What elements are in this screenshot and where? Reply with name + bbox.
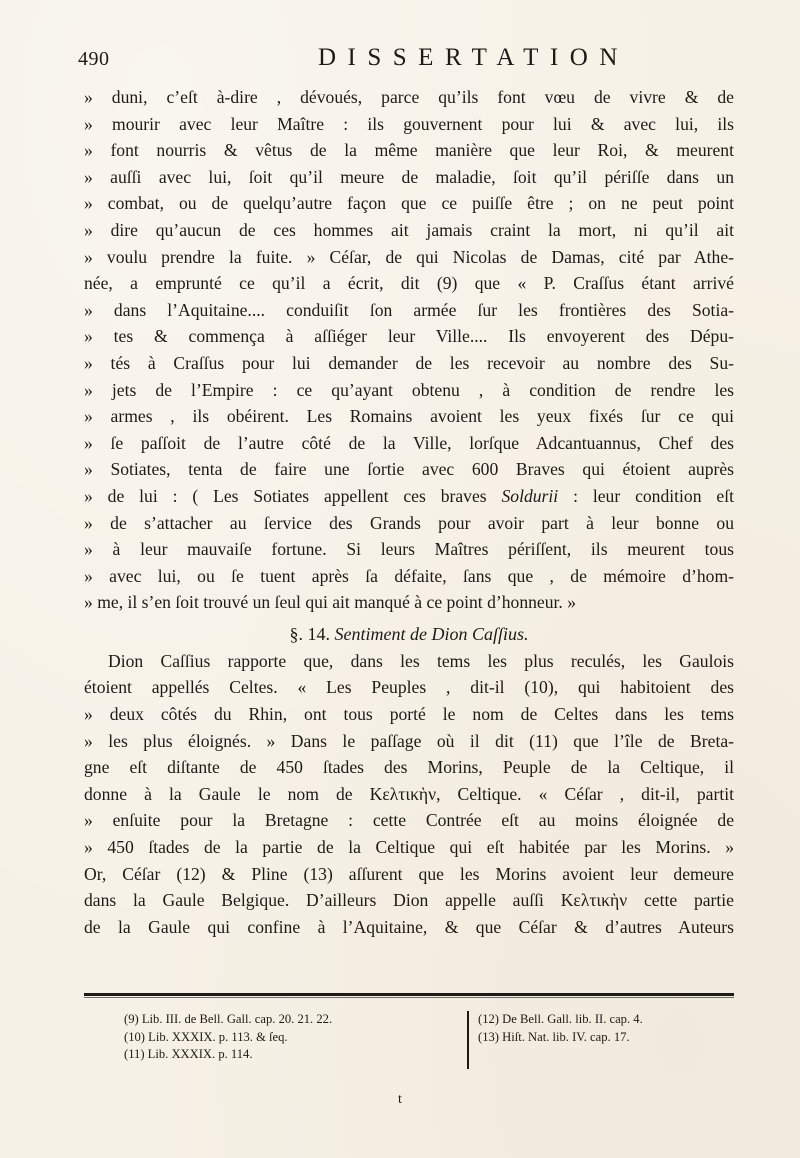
footnotes-left [124,1011,454,1064]
text-line: » tés à Craſſus pour lui demander de les recevoir au nombre des Su- [84,352,734,373]
text-line: Dion Caſſius rapporte que, dans les tems les plus reculés, les Gaulois [108,650,734,671]
signature-mark: t [398,1092,402,1107]
footnote: (13) Hiſt. Nat. lib. IV. cap. 17. [478,1029,630,1044]
text-line: » duni, c’eſt à-dire , dévoués, parce qu’ils font vœu de vivre & de [84,87,734,107]
footnote-rule [84,993,734,996]
footnote: (12) De Bell. Gall. lib. II. cap. 4. [478,1012,643,1026]
paragraph-dion [84,648,734,941]
text-line: étoient appellés Celtes. « Les Peuples , dit-il (10), qui habitoient des [84,677,734,698]
footnote: (11) Lib. XXXIX. p. 114. [124,1047,253,1061]
text-line: » Sotiates, tenta de faire une ſortie avec 600 Braves qui étoient auprès [84,459,734,480]
text-line: gne eſt diſtante de 450 ſtades des Morins, Peuple de la Celtique, il [84,757,734,778]
text-line: » de lui : ( Les Sotiates appellent ces braves Soldurii : leur condition eſt [84,485,734,506]
paragraph-quote [84,84,734,616]
text-line: » les plus éloignés. » Dans le paſſage où il dit (11) que l’île de Breta- [84,730,734,751]
text-line: » armes , ils obéirent. Les Romains avoient les yeux fixés ſur ce qui [84,406,734,427]
text-line: née, a emprunté ce qu’il a écrit, dit (9) que « P. Craſſus étant arrivé [84,273,734,294]
text-line: » mourir avec leur Maître : ils gouvernent pour lui & avec lui, ils [84,113,734,134]
text-line: » auſſi avec lui, ſoit qu’il meure de maladie, ſoit qu’il périſſe dans un [84,166,734,187]
text-line: » avec lui, ou ſe tuent après ſa défaite, ſans que , de mémoire d’hom- [84,565,734,586]
section-title: Sentiment de Dion Caſſius. [334,623,529,644]
body-text [84,84,734,940]
section-number: §. 14. [289,623,330,644]
text-line: » enſuite pour la Bretagne : cette Contrée eſt au moins éloignée de [84,810,734,831]
text-line: Or, Céſar (12) & Pline (13) aſſurent que les Morins avoient leur demeure [84,863,734,884]
section-heading [84,616,734,648]
footnote-column-divider [467,1011,469,1069]
text-line: » dans l’Aquitaine.... conduiſit ſon armée ſur les frontières des Sotia- [84,299,734,320]
text-line: dans la Gaule Belgique. D’ailleurs Dion appelle auſſi Κελτικὴν cette partie [84,890,734,911]
text-line: » dire qu’aucun de ces hommes ait jamais craint la mort, ni qu’il ait [84,219,734,240]
running-title: DISSERTATION [318,44,629,71]
text-line: » tes & commença à aſſiéger leur Ville.... Ils envoyerent des Dépu- [84,326,734,347]
text-line: » font nourris & vêtus de la même manière que leur Roi, & meurent [84,140,734,161]
text-line: » combat, ou de quelqu’autre façon que ce puiſſe être ; on ne peut point [84,193,734,214]
page-number: 490 [78,48,110,70]
footnote: (10) Lib. XXXIX. p. 113. & ſeq. [124,1029,288,1044]
text-line: » me, il s’en ſoit trouvé un ſeul qui ait manqué à ce point d’honneur. » [84,592,577,613]
text-line: » 450 ſtades de la partie de la Celtique qui eſt habitée par les Morins. » [84,837,734,858]
text-line: de la Gaule qui confine à l’Aquitaine, & que Céſar & d’autres Auteurs [84,916,734,937]
text-line: » de s’attacher au ſervice des Grands pour avoir part à leur bonne ou [84,512,734,533]
footnote: (9) Lib. III. de Bell. Gall. cap. 20. 21. 22. [124,1012,333,1026]
text-line: » ſe paſſoit de l’autre côté de la Ville, lorſque Adcantuannus, Chef des [84,432,734,453]
footnotes-right [478,1011,738,1046]
page-header [78,44,736,84]
text-line: » voulu prendre la fuite. » Céſar, de qui Nicolas de Damas, cité par Athe- [84,246,734,267]
latin-term: Soldurii [501,485,559,506]
text-line: donne à la Gaule le nom de Κελτικὴν, Celtique. « Céſar , dit-il, partit [84,783,734,804]
text-line: » deux côtés du Rhin, ont tous porté le nom de Celtes dans les tems [84,704,734,725]
text-line: » à leur mauvaiſe fortune. Si leurs Maîtres périſſent, ils meurent tous [84,539,734,560]
text-line: » jets de l’Empire : ce qu’ayant obtenu , à condition de rendre les [84,379,734,400]
